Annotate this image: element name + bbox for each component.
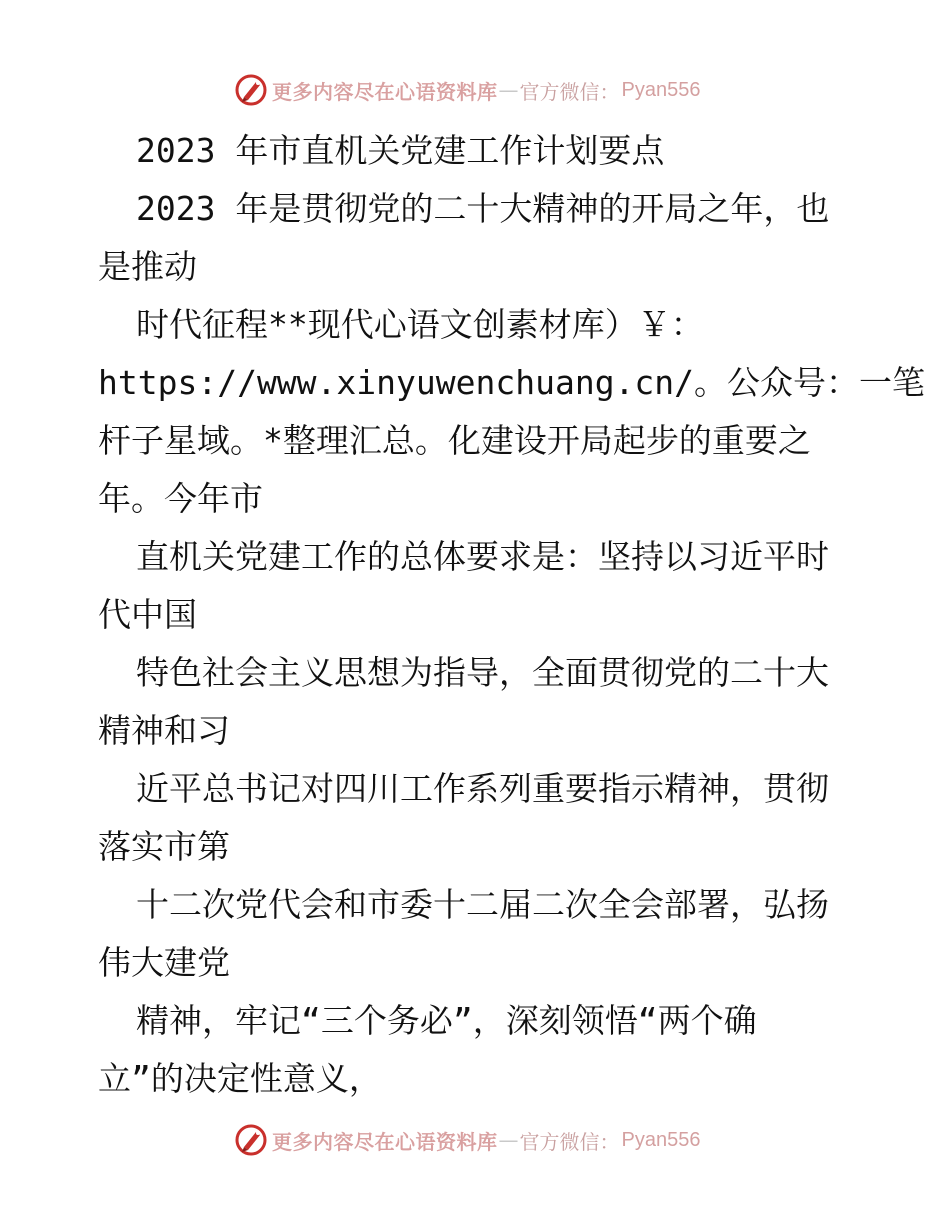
- watermark-brand-text: 更多内容尽在心语资料库: [272, 1129, 498, 1154]
- paragraph-line: 伟大建党: [98, 943, 230, 982]
- paragraph-line: 代中国: [98, 595, 197, 634]
- paragraph-line: 年。今年市: [98, 479, 263, 518]
- paragraph-line: 精神，牢记“三个务必”，深刻领悟“两个确: [136, 1001, 757, 1040]
- watermark-dash: —: [498, 1128, 519, 1152]
- document-body: [98, 122, 926, 1108]
- paragraph-line: 落实市第: [98, 827, 230, 866]
- watermark-wechat-id: Pyan556: [621, 78, 701, 101]
- paragraph-line: 直机关党建工作的总体要求是：坚持以习近平时: [136, 537, 829, 576]
- paragraph-line: 立”的决定性意义，: [98, 1059, 382, 1098]
- pen-logo-icon: [234, 1123, 268, 1157]
- paragraph-line: 近平总书记对四川工作系列重要指示精神，贯彻: [136, 769, 829, 808]
- paragraph-line: 十二次党代会和市委十二届二次全会部署，弘扬: [136, 885, 829, 924]
- watermark-brand-text: 更多内容尽在心语资料库: [272, 79, 498, 104]
- watermark-wechat-label: 官方微信：: [519, 1129, 620, 1154]
- paragraph-line: 2023 年是贯彻党的二十大精神的开局之年，也: [136, 189, 830, 228]
- pen-logo-icon: [234, 73, 268, 107]
- paragraph-line: 特色社会主义思想为指导，全面贯彻党的二十大: [136, 653, 829, 692]
- watermark-dash: —: [498, 78, 519, 102]
- watermark-wechat-id: Pyan556: [621, 1128, 701, 1151]
- paragraph-line: https://www.xinyuwenchuang.cn/。公众号：一笔: [98, 363, 926, 402]
- header-watermark-banner: [0, 70, 950, 110]
- watermark-group: [234, 70, 700, 110]
- paragraph-line: 是推动: [98, 247, 197, 286]
- paragraph-line: 精神和习: [98, 711, 230, 750]
- watermark-group: [234, 1120, 700, 1160]
- document-title: 2023 年市直机关党建工作计划要点: [136, 131, 665, 170]
- paragraph-line: 杆子星域。*整理汇总。化建设开局起步的重要之: [98, 421, 811, 460]
- footer-watermark-banner: [0, 1120, 950, 1160]
- paragraph-line: 时代征程**现代心语文创素材库）￥：: [136, 305, 704, 344]
- watermark-wechat-label: 官方微信：: [519, 79, 620, 104]
